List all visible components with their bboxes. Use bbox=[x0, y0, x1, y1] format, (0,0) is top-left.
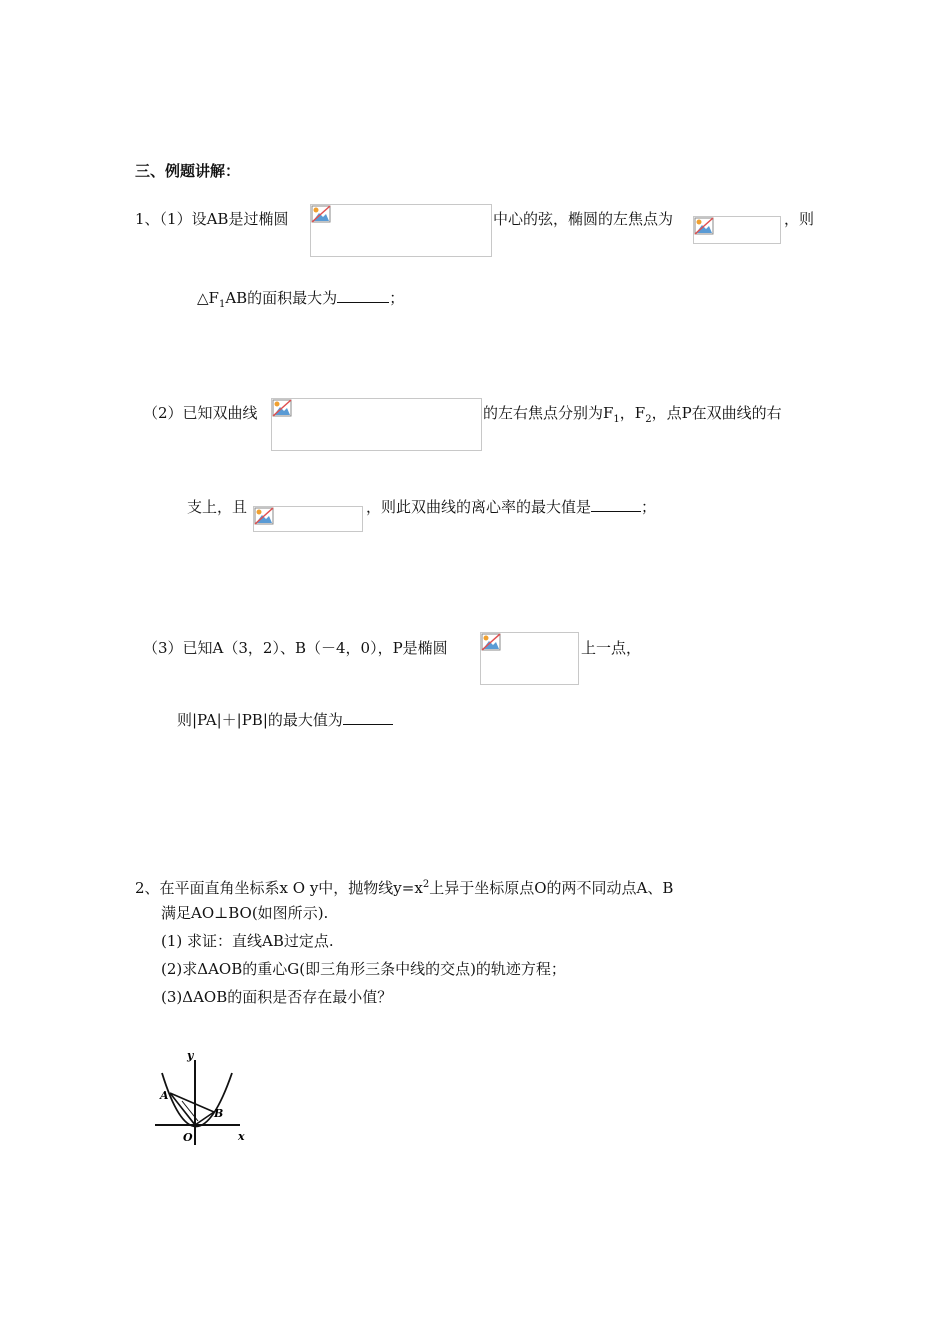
q2-line1 bbox=[135, 875, 673, 898]
formula-image-condition bbox=[253, 506, 363, 532]
q1-2-line1-rest bbox=[483, 403, 782, 430]
q1-2-line2-text-a: 支上，且 bbox=[187, 498, 248, 516]
q1-line1-text-b: 中心的弦，椭圆的左焦点为 bbox=[493, 210, 674, 228]
q1-line2 bbox=[197, 288, 404, 315]
formula-image-ellipse-2 bbox=[480, 632, 579, 685]
q1-2-line1-text-a: （2）已知双曲线 bbox=[143, 404, 258, 422]
label-b: B bbox=[214, 1107, 224, 1120]
answer-blank bbox=[591, 497, 641, 512]
q1-line2-sub: 1 bbox=[218, 299, 226, 310]
q1-2-sub2: 2 bbox=[645, 414, 652, 425]
broken-image-icon bbox=[694, 217, 714, 235]
formula-image-focus bbox=[693, 216, 781, 244]
formula-image-ellipse bbox=[310, 204, 492, 257]
q1-3-line1-text-b: 上一点， bbox=[581, 639, 642, 657]
q1-3-line2 bbox=[177, 710, 393, 730]
parabola-figure bbox=[150, 1045, 260, 1150]
broken-image-icon bbox=[272, 399, 292, 417]
broken-image-icon bbox=[481, 633, 501, 651]
broken-image-icon bbox=[311, 205, 331, 223]
answer-blank bbox=[343, 710, 393, 725]
formula-image-hyperbola bbox=[271, 398, 482, 451]
section-heading: 三、例题讲解： bbox=[135, 162, 241, 180]
q2-line1-sup: 2 bbox=[422, 879, 430, 890]
q1-2-line2-c: ； bbox=[641, 498, 657, 516]
label-x: x bbox=[238, 1130, 245, 1143]
q2-line2: 满足AO⊥BO(如图所示). bbox=[161, 904, 329, 922]
q1-2-line2-b: ，则此双曲线的离心率的最大值是 bbox=[366, 498, 592, 516]
q2-line5: (3)ΔAOB的面积是否存在最小值？ bbox=[161, 988, 393, 1006]
q1-3-line1-text-a: （3）已知A（3，2）、B（－4，0），P是椭圆 bbox=[143, 639, 448, 657]
q1-line1-text-a: 1、（1）设AB是过椭圆 bbox=[135, 210, 289, 228]
broken-image-icon bbox=[254, 507, 274, 525]
q2-line3: (1) 求证：直线AB过定点. bbox=[161, 932, 334, 950]
label-a: A bbox=[160, 1089, 169, 1102]
q1-2-line1-b: 的左右焦点分别为F bbox=[483, 404, 614, 422]
answer-blank bbox=[337, 288, 389, 303]
label-y: y bbox=[187, 1049, 194, 1062]
label-o: O bbox=[183, 1131, 193, 1144]
q1-2-line2-rest bbox=[366, 497, 656, 517]
q1-line1-text-c: ，则 bbox=[784, 210, 815, 228]
q1-line2-b: AB的面积最大为 bbox=[225, 289, 338, 307]
q2-line4: (2)求ΔAOB的重心G(即三角形三条中线的交点)的轨迹方程； bbox=[161, 960, 566, 978]
q2-line1-a: 2、在平面直角坐标系x O y中，抛物线y=x bbox=[135, 879, 423, 897]
q1-line2-a: △F bbox=[197, 289, 219, 307]
q1-2-line1-d: ，点P在双曲线的右 bbox=[651, 404, 782, 422]
q1-line2-c: ； bbox=[389, 289, 405, 307]
q1-2-sub1: 1 bbox=[613, 414, 620, 425]
q2-line1-b: 上异于坐标原点O的两不同动点A、B bbox=[429, 879, 674, 897]
q1-2-line1-c: ，F bbox=[619, 404, 646, 422]
q1-3-line2-a: 则|PA|＋|PB|的最大值为 bbox=[177, 711, 343, 729]
